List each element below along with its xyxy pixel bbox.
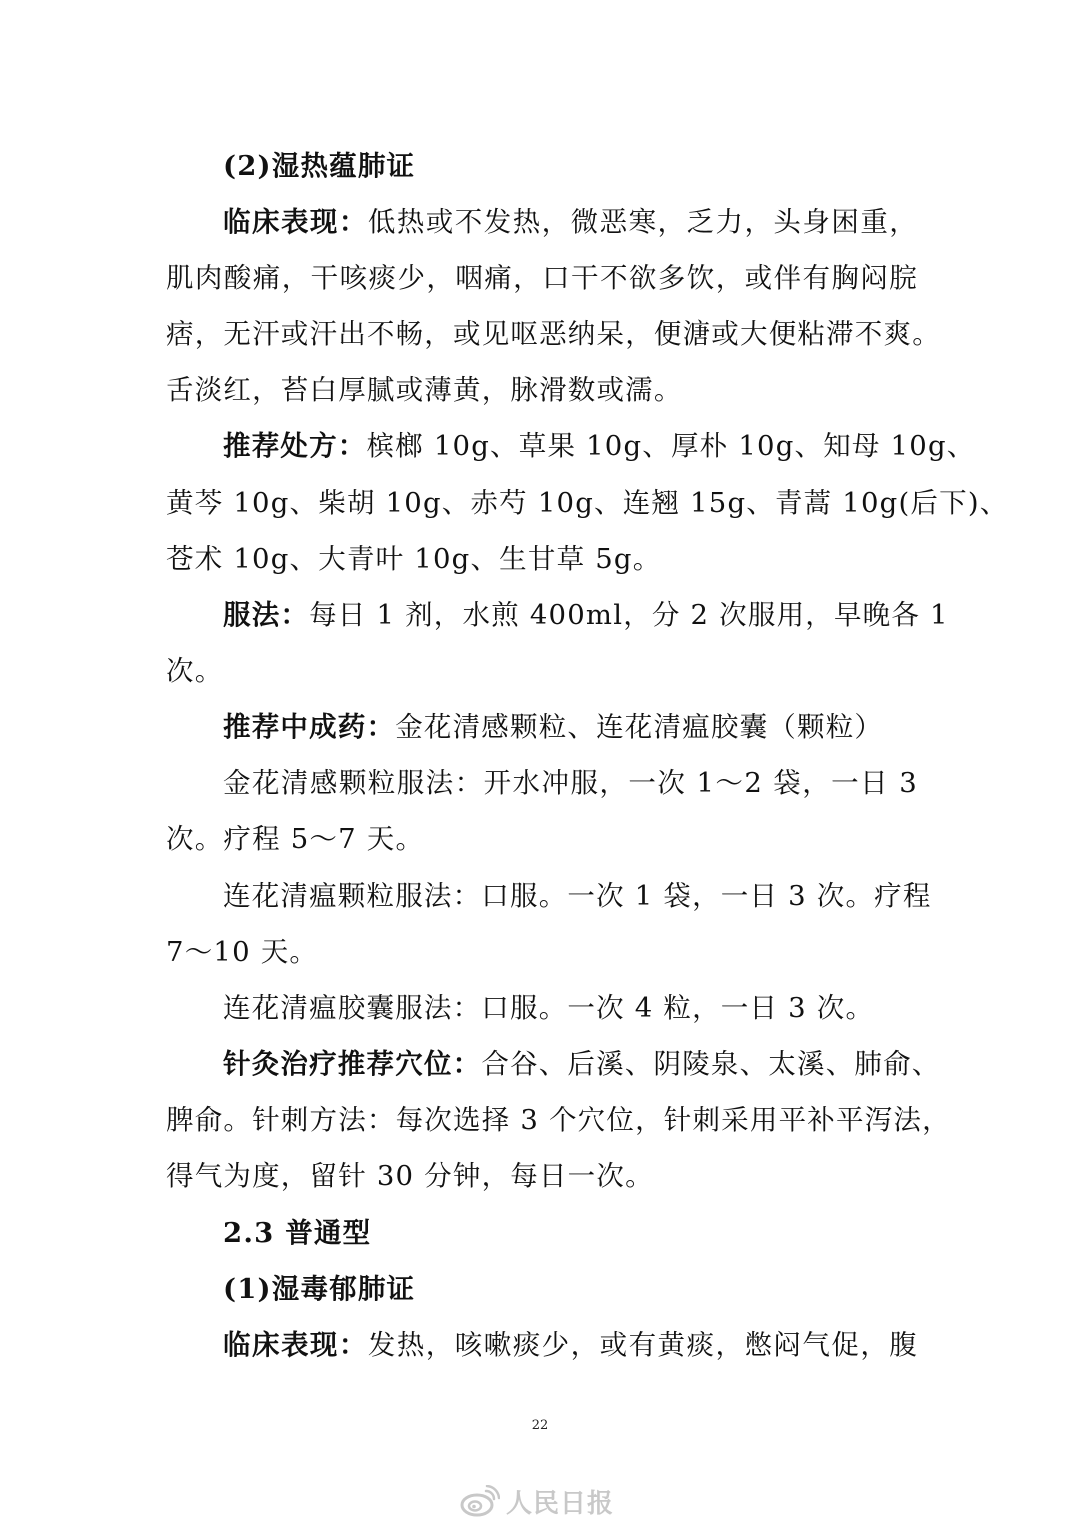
paragraph-line: 痞，无汗或汗出不畅，或见呕恶纳呆，便溏或大便粘滞不爽。 <box>166 318 941 350</box>
watermark-text: 人民日报 <box>506 1488 615 1519</box>
paragraph-line: 连花清瘟颗粒服法：口服。一次 1 袋，一日 3 次。疗程 <box>223 880 932 912</box>
paragraph-line: 次。疗程 5～7 天。 <box>166 823 425 855</box>
paragraph-label: 临床表现： <box>223 1329 368 1361</box>
paragraph-line: 针灸治疗推荐穴位：合谷、后溪、阴陵泉、太溪、肺俞、 <box>223 1048 941 1080</box>
section-heading: 2.3 普通型 <box>223 1217 372 1249</box>
paragraph-line: 脾俞。针刺方法：每次选择 3 个穴位，针刺采用平补平泻法， <box>166 1104 951 1136</box>
paragraph-line: 苍术 10g、大青叶 10g、生甘草 5g。 <box>166 543 662 575</box>
paragraph-label: 针灸治疗推荐穴位： <box>223 1048 482 1080</box>
paragraph-line: 黄芩 10g、柴胡 10g、赤芍 10g、连翘 15g、青蒿 10g(后下)、 <box>166 487 1009 519</box>
paragraph-line: 舌淡红，苔白厚腻或薄黄，脉滑数或濡。 <box>166 374 683 406</box>
paragraph-line: 临床表现：低热或不发热，微恶寒，乏力，头身困重， <box>223 206 918 238</box>
paragraph-line: 服法：每日 1 剂，水煎 400ml，分 2 次服用，早晚各 1 <box>223 599 949 631</box>
watermark <box>460 1484 614 1518</box>
paragraph-line: 推荐中成药：金花清感颗粒、连花清瘟胶囊（颗粒） <box>223 711 884 743</box>
paragraph-label: 推荐中成药： <box>223 711 396 743</box>
paragraph-line: 临床表现：发热，咳嗽痰少，或有黄痰，憋闷气促，腹 <box>223 1329 918 1361</box>
weibo-icon <box>460 1485 500 1517</box>
paragraph-line: 推荐处方：槟榔 10g、草果 10g、厚朴 10g、知母 10g、 <box>223 430 976 462</box>
section-heading: (2)湿热蕴肺证 <box>223 150 416 182</box>
paragraph-line: 得气为度，留针 30 分钟，每日一次。 <box>166 1160 654 1192</box>
paragraph-line: 连花清瘟胶囊服法：口服。一次 4 粒，一日 3 次。 <box>223 992 875 1024</box>
section-heading: (1)湿毒郁肺证 <box>223 1273 416 1305</box>
paragraph-line: 7～10 天。 <box>166 936 319 968</box>
paragraph-label: 服法： <box>223 599 310 631</box>
paragraph-line: 金花清感颗粒服法：开水冲服，一次 1～2 袋，一日 3 <box>223 767 918 799</box>
paragraph-line: 肌肉酸痛，干咳痰少，咽痛，口干不欲多饮，或伴有胸闷脘 <box>166 262 918 294</box>
page-number: 22 <box>531 1418 549 1433</box>
paragraph-label: 临床表现： <box>223 206 368 238</box>
paragraph-line: 次。 <box>166 655 224 687</box>
paragraph-label: 推荐处方： <box>223 430 367 462</box>
